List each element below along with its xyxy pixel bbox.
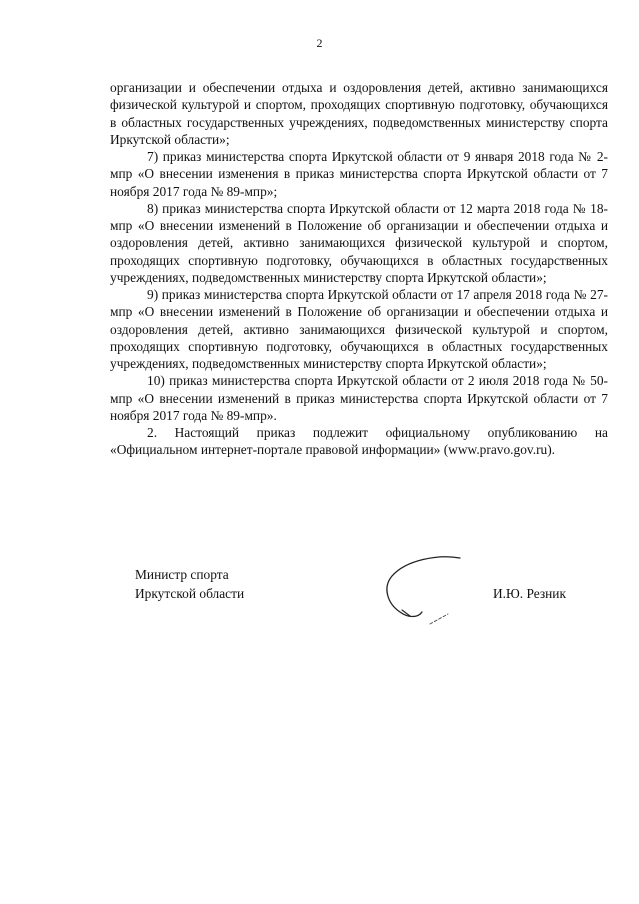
clause-2: 2. Настоящий приказ подлежит официальному опубликованию на «Официальном интернет-портале правовой информации» (www.pravo.gov.ru). [110,425,608,458]
list-item-8: 8) приказ министерства спорта Иркутской области от 12 марта 2018 года № 18-мпр «О внесении изменений в Положение об организации и обеспечении отдыха и оздоровления детей, активно занимающихся физической культурой и спортом, проходящих спортивную подготовку, обучающихся в областных государственных учреждениях, подведомственных министерству спорта Иркутской области»; [110,200,608,285]
list-item-9: 9) приказ министерства спорта Иркутской области от 17 апреля 2018 года № 27-мпр «О внесении изменений в Положение об организации и обеспечении отдыха и оздоровления детей, активно занимающихся физической культурой и спортом, проходящих спортивную подготовку, обучающихся в областных государственных учреждениях, подведомственных министерству спорта Иркутской области»; [110,287,608,371]
handwritten-signature [378,552,478,632]
paragraph-continuation: организации и обеспечении отдыха и оздоровления детей, активно занимающихся физической культурой и спортом, проходящих спортивную подготовку, обучающихся в областных государственных учреждениях, подведомственных министерству спорта Иркутской области»; [110,80,608,147]
list-item-10: 10) приказ министерства спорта Иркутской области от 2 июля 2018 года № 50-мпр «О внесении изменений в приказ министерства спорта Иркутской области от 7 ноября 2017 года № 89-мпр». [110,373,608,423]
document-body [110,79,608,459]
signer-title [135,565,244,603]
signer-title-line-1: Министр спорта [135,567,229,582]
list-item-7: 7) приказ министерства спорта Иркутской области от 9 января 2018 года № 2-мпр «О внесении изменения в приказ министерства спорта Иркутской области от 7 ноября 2017 года № 89-мпр»; [110,149,608,199]
page-number: 2 [316,36,323,50]
signer-name: И.Ю. Резник [493,586,566,601]
signer-title-line-2: Иркутской области [135,586,245,601]
